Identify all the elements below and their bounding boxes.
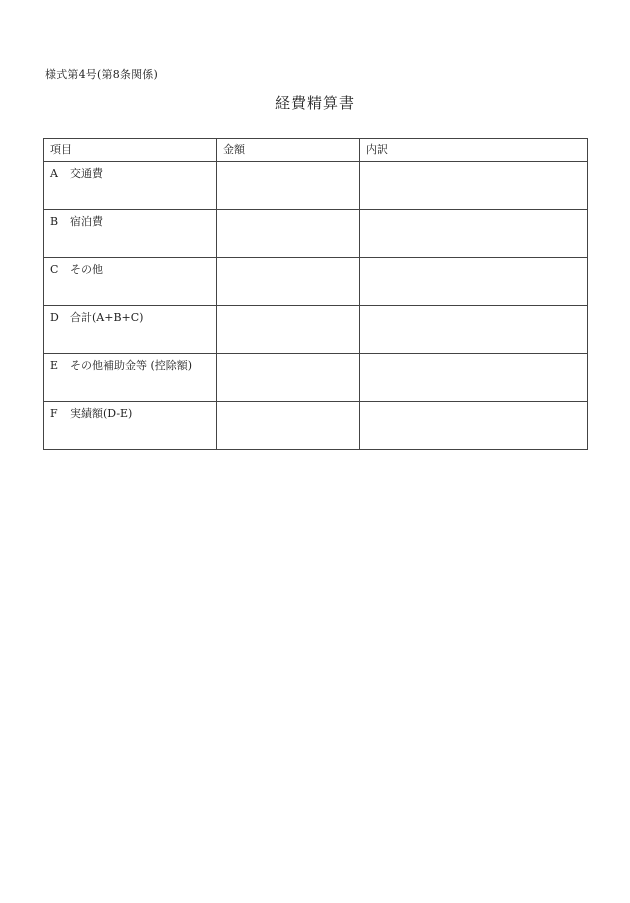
amount-cell[interactable] (217, 306, 360, 354)
document-title: 経費精算書 (274, 94, 355, 112)
item-label: その他 (70, 263, 103, 276)
row-letter: F (50, 407, 58, 420)
header-breakdown: 内訳 (360, 139, 588, 162)
expense-table (43, 138, 588, 450)
item-cell (44, 402, 217, 450)
table-row (44, 162, 588, 210)
item-label: 宿泊費 (70, 215, 103, 228)
table-row (44, 354, 588, 402)
item-label: 合計(A+B+C) (70, 311, 144, 324)
breakdown-cell[interactable] (360, 402, 588, 450)
row-letter: E (50, 359, 59, 372)
header-item: 項目 (44, 139, 217, 162)
table-row (44, 210, 588, 258)
item-cell (44, 210, 217, 258)
form-number: 様式第4号(第8条関係) (45, 68, 158, 81)
item-label: 交通費 (70, 167, 103, 180)
item-cell (44, 306, 217, 354)
item-label: 実績額(D-E) (70, 407, 133, 420)
item-cell (44, 354, 217, 402)
amount-cell[interactable] (217, 162, 360, 210)
amount-cell[interactable] (217, 402, 360, 450)
amount-cell[interactable] (217, 354, 360, 402)
breakdown-cell[interactable] (360, 162, 588, 210)
table-header-row (44, 139, 588, 162)
breakdown-cell[interactable] (360, 210, 588, 258)
table-row (44, 306, 588, 354)
breakdown-cell[interactable] (360, 354, 588, 402)
item-label: その他補助金等 (控除額) (70, 359, 193, 372)
breakdown-cell[interactable] (360, 258, 588, 306)
table-row (44, 402, 588, 450)
header-amount: 金額 (217, 139, 360, 162)
breakdown-cell[interactable] (360, 306, 588, 354)
row-letter: D (50, 311, 59, 324)
row-letter: A (50, 167, 58, 180)
row-letter: B (50, 215, 59, 228)
item-cell (44, 162, 217, 210)
row-letter: C (50, 263, 59, 276)
amount-cell[interactable] (217, 210, 360, 258)
amount-cell[interactable] (217, 258, 360, 306)
table-row (44, 258, 588, 306)
item-cell (44, 258, 217, 306)
